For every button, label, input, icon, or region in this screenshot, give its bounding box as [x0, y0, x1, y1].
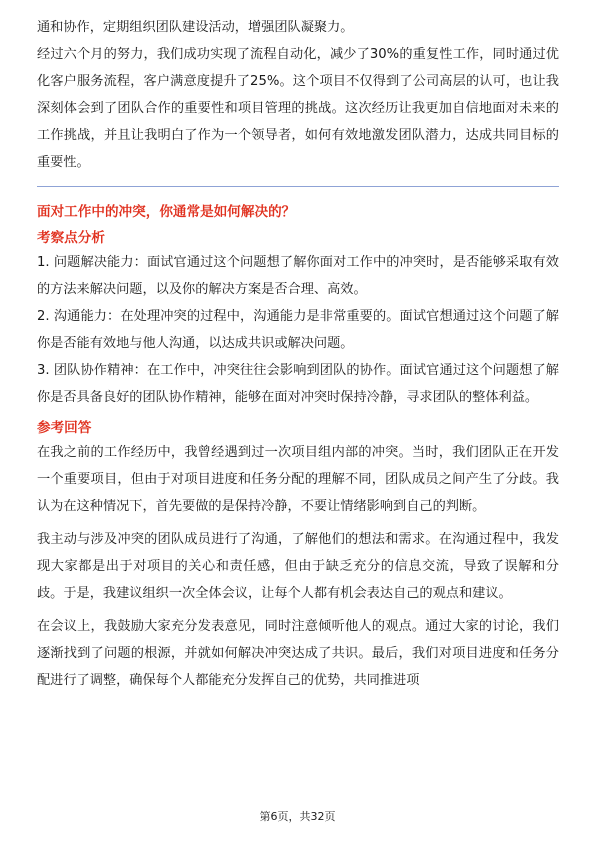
- answer-paragraph: 我主动与涉及冲突的团队成员进行了沟通，了解他们的想法和需求。在沟通过程中，我发现大家都是出于对项目的关心和责任感，但由于缺乏充分的信息交流，导致了误解和分歧。于是，我建议组织一次全体会议，让每个人都有机会表达自己的观点和建议。: [37, 532, 559, 601]
- body-paragraph: 通和协作，定期组织团队建设活动，增强团队凝聚力。: [37, 20, 354, 35]
- analysis-heading: 考察点分析: [37, 230, 105, 246]
- body-paragraph: 经过六个月的努力，我们成功实现了流程自动化，减少了30%的重复性工作，同时通过优化客户服务流程，客户满意度提升了25%。这个项目不仅得到了公司高层的认可，也让我深刻体会到了团队合作的重要性和项目管理的挑战。这次经历让我更加自信地面对未来的工作挑战，并且让我明白了作为一个领导者，如何有效地激发团队潜力，达成共同目标的重要性。: [37, 47, 559, 170]
- question-heading: 面对工作中的冲突，你通常是如何解决的？: [37, 204, 296, 220]
- answer-paragraph: 在会议上，我鼓励大家充分发表意见，同时注意倾听他人的观点。通过大家的讨论，我们逐渐找到了问题的根源，并就如何解决冲突达成了共识。最后，我们对项目进度和任务分配进行了调整，确保每个人都能充分发挥自己的优势，共同推进项: [37, 619, 559, 688]
- answer-heading: 参考回答: [37, 420, 92, 436]
- analysis-item: 1. 问题解决能力：面试官通过这个问题想了解你面对工作中的冲突时，是否能够采取有效的方法来解决问题，以及你的解决方案是否合理、高效。: [37, 255, 559, 297]
- section-divider: [37, 186, 559, 187]
- page-number: 第6页，共32页: [259, 810, 336, 823]
- page-content: [37, 14, 559, 694]
- analysis-item: 3. 团队协作精神：在工作中，冲突往往会影响到团队的协作。面试官通过这个问题想了解你是否具备良好的团队协作精神，能够在面对冲突时保持冷静，寻求团队的整体利益。: [37, 363, 559, 405]
- analysis-item: 2. 沟通能力：在处理冲突的过程中，沟通能力是非常重要的。面试官想通过这个问题了解你是否能有效地与他人沟通，以达成共识或解决问题。: [37, 309, 559, 351]
- answer-paragraph: 在我之前的工作经历中，我曾经遇到过一次项目组内部的冲突。当时，我们团队正在开发一个重要项目，但由于对项目进度和任务分配的理解不同，团队成员之间产生了分歧。我认为在这种情况下，首先要做的是保持冷静，不要让情绪影响到自己的判断。: [37, 445, 559, 514]
